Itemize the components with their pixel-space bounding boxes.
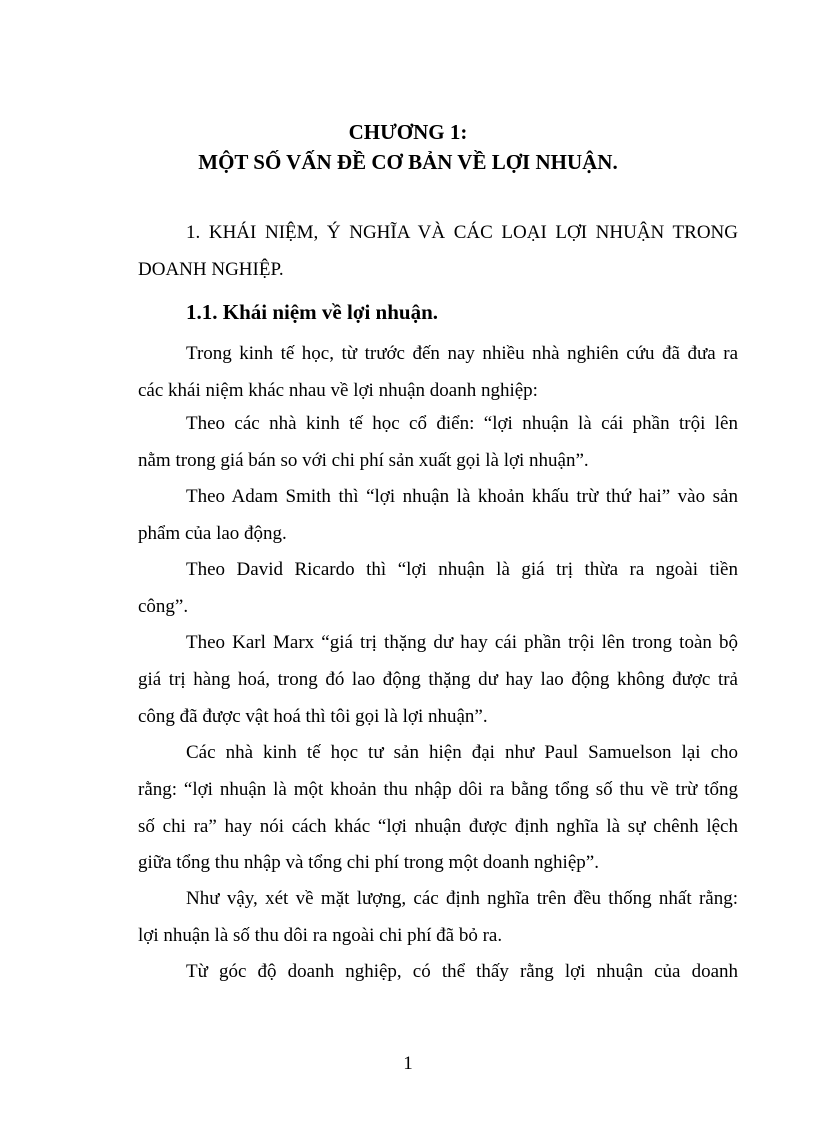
chapter-label: CHƯƠNG 1:: [348, 120, 468, 144]
chapter-title: MỘT SỐ VẤN ĐỀ CƠ BẢN VỀ LỢI NHUẬN.: [198, 150, 618, 174]
paragraph-line: các khái niệm khác nhau về lợi nhuận doanh nghiệp:: [138, 380, 538, 401]
paragraph-line: Các nhà kinh tế học tư sản hiện đại như Paul Samuelson lại cho: [186, 742, 738, 763]
paragraph-line: giá trị hàng hoá, trong đó lao động thặng dư hay lao động không được trả: [138, 669, 738, 690]
paragraph-line: số chi ra” hay nói cách khác “lợi nhuận được định nghĩa là sự chênh lệch: [138, 816, 738, 837]
section-heading-line-1: 1. KHÁI NIỆM, Ý NGHĨA VÀ CÁC LOẠI LỢI NHUẬN TRONG: [186, 222, 738, 243]
paragraph-line: Như vậy, xét về mặt lượng, các định nghĩa trên đều thống nhất rằng:: [186, 888, 738, 909]
paragraph-line: Theo David Ricardo thì “lợi nhuận là giá trị thừa ra ngoài tiền: [186, 559, 738, 580]
paragraph-line: công”.: [138, 596, 189, 617]
paragraph-line: giữa tổng thu nhập và tổng chi phí trong một doanh nghiệp”.: [138, 852, 599, 873]
paragraph-line: lợi nhuận là số thu dôi ra ngoài chi phí đã bỏ ra.: [138, 925, 503, 946]
paragraph-line: Theo Karl Marx “giá trị thặng dư hay cái phần trội lên trong toàn bộ: [186, 632, 738, 653]
paragraph-line: Theo các nhà kinh tế học cổ điển: “lợi nhuận là cái phần trội lên: [186, 413, 738, 434]
subsection-title: 1.1. Khái niệm về lợi nhuận.: [186, 300, 439, 324]
paragraph-line: phẩm của lao động.: [138, 523, 287, 544]
paragraph-line: rằng: “lợi nhuận là một khoản thu nhập dôi ra bằng tổng số thu về trừ tổng: [138, 779, 738, 800]
paragraph-line: nằm trong giá bán so với chi phí sản xuất gọi là lợi nhuận”.: [138, 450, 589, 471]
section-heading-line-2: DOANH NGHIỆP.: [138, 259, 284, 280]
paragraph-line: Theo Adam Smith thì “lợi nhuận là khoản khấu trừ thứ hai” vào sản: [186, 486, 738, 507]
paragraph-line: công đã được vật hoá thì tôi gọi là lợi nhuận”.: [138, 706, 488, 727]
paragraph-line: Từ góc độ doanh nghiệp, có thể thấy rằng lợi nhuận của doanh: [186, 961, 738, 982]
page-number: 1: [403, 1053, 413, 1074]
paragraph-line: Trong kinh tế học, từ trước đến nay nhiều nhà nghiên cứu đã đưa ra: [186, 343, 738, 364]
